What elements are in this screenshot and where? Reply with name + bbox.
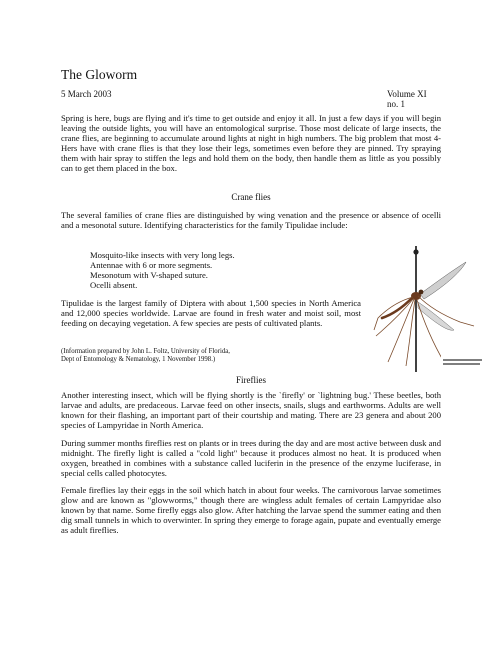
tipulidae-description: Tipulidae is the largest family of Diptera with about 1,500 species in North America and 12,000 species worldwide. Larvae are found in fresh water and moist soil, most feeding on decaying vegetation. A few species are pests of cultivated plants. (61, 298, 361, 328)
tipulidae-characteristics-list (90, 250, 235, 290)
intro-paragraph: Spring is here, bugs are flying and it's time to get outside and enjoy it all. In just a few days if you will begin leaving the outside lights, you will have an entomological surprise. Those most delicate of large insects, the crane flies, are beginning to accumulate around lights at night in high numbers. The big problem that most 4-Hers have with crane flies is that they lose their legs, sometimes even before they are pinned. Try spraying them with hair spray to stiffen the legs and hold them on the body, then handle them as little as you possibly can to get them placed in the box. (61, 113, 441, 173)
credit-line: (Information prepared by John L. Foltz, University of Florida, (61, 348, 230, 355)
list-item: Antennae with 6 or more segments. (90, 260, 213, 270)
fireflies-paragraph-1: Another interesting insect, which will be flying shortly is the `firefly' or `lightning bug.' These beetles, both larvae and adults, are predaceous. Larvae feed on other insects, snails, slugs and earthworms. Adults are well known for their flashing, an important part of their courtship and mating. There are 23 genera and about 200 species of Lampyridae in North America. (61, 390, 441, 430)
list-item: Mesonotum with V-shaped suture. (90, 270, 208, 280)
issue-date: 5 March 2003 (61, 89, 112, 99)
credit-line: Dept of Entomology & Nematology, 1 November 1998.) (61, 356, 216, 363)
list-item: Ocelli absent. (90, 280, 138, 290)
fireflies-heading: Fireflies (236, 375, 266, 385)
information-credit (61, 348, 311, 364)
crane-flies-intro: The several families of crane flies are distinguished by wing venation and the presence or absence of ocelli and a mesonotal suture. Identifying characteristics for the family Tipulidae include: (61, 210, 441, 230)
fireflies-paragraph-3: Female fireflies lay their eggs in the soil which hatch in about four weeks. The carnivorous larvae sometimes glow and are known as "glowworms," though there are wingless adult females of certain Lampyridae also known by that name. Some firefly eggs also glow. After hatching the larvae spend the summer eating and then dig small tunnels in which to overwinter. In spring they emerge to forage again, pupate and eventually emerge as adult fireflies. (61, 485, 441, 535)
crane-flies-heading: Crane flies (231, 192, 271, 202)
issue-number: no. 1 (387, 99, 405, 109)
newsletter-title: The Gloworm (61, 67, 138, 82)
crane-fly-illustration (364, 244, 489, 374)
list-item: Mosquito-like insects with very long legs. (90, 250, 235, 260)
volume-number: Volume XI (387, 89, 427, 99)
volume-info (387, 89, 427, 109)
fireflies-paragraph-2: During summer months fireflies rest on plants or in trees during the day and are most active between dusk and midnight. The firefly light is called a "cold light" because it produces almost no heat. It is produced when oxygen, breathed in combines with a substance called luciferin in the presence of the enzyme luciferase, in special cells called photocytes. (61, 438, 441, 478)
